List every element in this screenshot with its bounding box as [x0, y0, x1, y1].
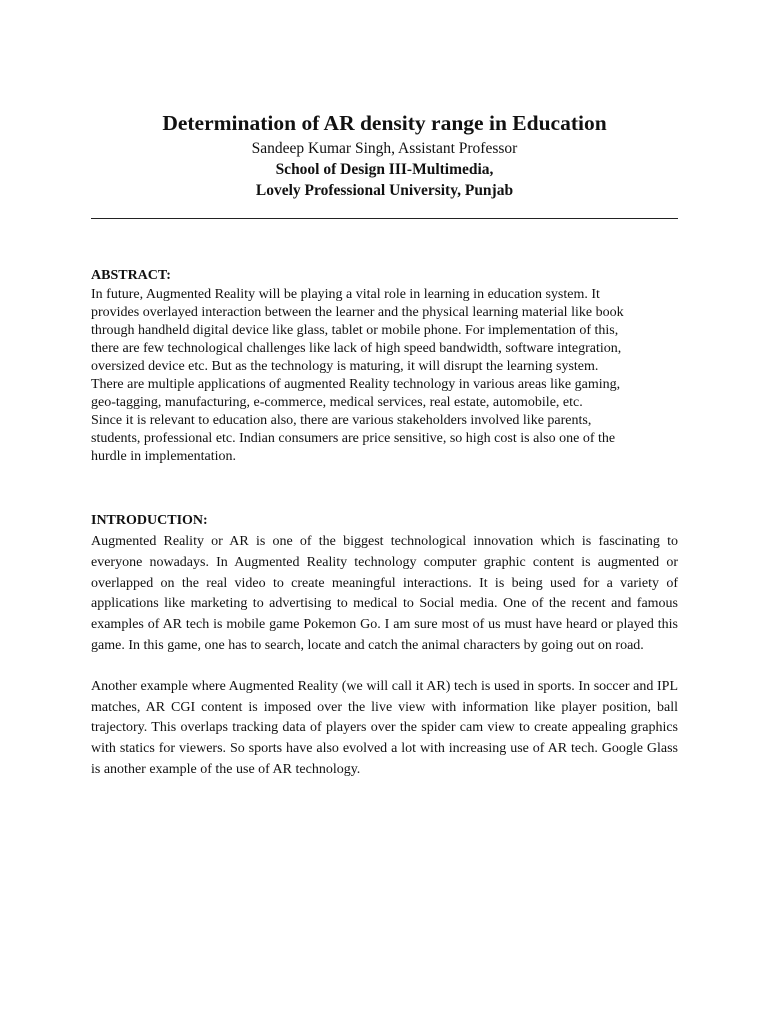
abstract-line: there are few technological challenges like lack of high speed bandwidth, software integration,	[91, 341, 622, 356]
abstract-line: hurdle in implementation.	[91, 449, 237, 464]
paper-page	[91, 108, 678, 781]
abstract-line: Since it is relevant to education also, there are various stakeholders involved like parents,	[91, 413, 592, 428]
introduction-paragraph-1: Augmented Reality or AR is one of the biggest technological innovation which is fascinating to everyone nowadays. In Augmented Reality technology computer graphic content is augmented or overlapped on the real video to create meaningful interactions. It is being used for a variety of applications like marketing to advertising to medical to Social media. One of the recent and famous examples of AR tech is mobile game Pokemon Go. I am sure most of us must have heard or played this game. In this game, one has to search, locate and catch the animal characters by going out on road.	[91, 534, 678, 653]
university-line: Lovely Professional University, Punjab	[255, 182, 514, 199]
abstract-heading: ABSTRACT:	[91, 268, 171, 283]
introduction-paragraph-2: Another example where Augmented Reality (we will call it AR) tech is used in sports. In soccer and IPL matches, AR CGI content is imposed over the live view with information like player position, ball trajectory. This overlaps tracking data of players over the spider cam view to create appealing graphics with statics for viewers. So sports have also evolved a lot with increasing use of AR tech. Google Glass is another example of the use of AR technology.	[91, 678, 678, 777]
abstract-line: oversized device etc. But as the technology is maturing, it will disrupt the learning system.	[91, 359, 599, 374]
header-divider	[91, 218, 678, 219]
abstract-line: students, professional etc. Indian consumers are price sensitive, so high cost is also one of the	[91, 431, 616, 446]
abstract-line: provides overlayed interaction between the learner and the physical learning material like book	[91, 305, 624, 320]
school-line: School of Design III-Multimedia,	[275, 161, 494, 178]
abstract-line: There are multiple applications of augmented Reality technology in various areas like gaming,	[91, 377, 621, 392]
author-line: Sandeep Kumar Singh, Assistant Professor	[251, 140, 518, 157]
abstract-line: through handheld digital device like glass, tablet or mobile phone. For implementation of this,	[91, 323, 619, 338]
abstract-line: In future, Augmented Reality will be playing a vital role in learning in education system. It	[91, 287, 600, 302]
abstract-body	[91, 286, 678, 466]
abstract-line: geo-tagging, manufacturing, e-commerce, medical services, real estate, automobile, etc.	[91, 395, 583, 410]
paper-title: Determination of AR density range in Education	[162, 111, 607, 135]
introduction-heading: INTRODUCTION:	[91, 513, 208, 528]
